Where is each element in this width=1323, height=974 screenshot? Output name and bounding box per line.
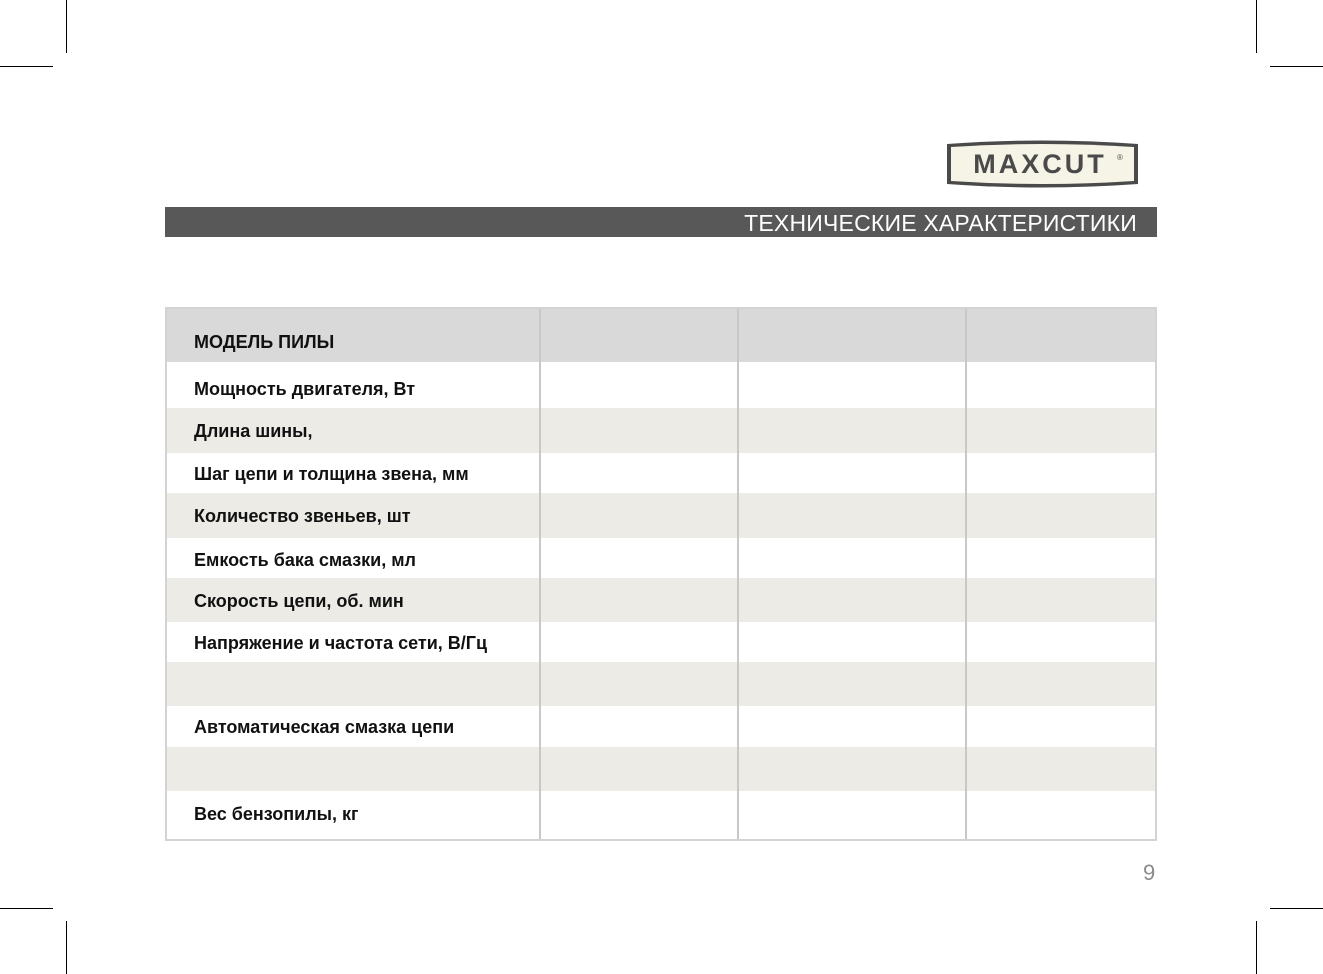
column-divider	[539, 309, 541, 839]
crop-mark-bl-v	[66, 921, 67, 974]
crop-mark-br-h	[1270, 908, 1323, 909]
row-label: Количество звеньев, шт	[194, 506, 411, 526]
table-row	[167, 791, 1155, 839]
crop-mark-br-v	[1256, 921, 1257, 974]
specs-table	[165, 307, 1157, 841]
table-row	[167, 578, 1155, 622]
table-row	[167, 662, 1155, 706]
column-divider	[737, 309, 739, 839]
table-row	[167, 493, 1155, 538]
row-label: Длина шины,	[194, 421, 313, 441]
crop-mark-bl-h	[0, 908, 53, 909]
table-row	[167, 622, 1155, 662]
table-row	[167, 747, 1155, 791]
crop-mark-tl-v	[66, 0, 67, 53]
row-label: Вес бензопилы, кг	[194, 804, 359, 824]
model-header-label: МОДЕЛЬ ПИЛЫ	[194, 332, 335, 352]
table-row	[167, 706, 1155, 747]
table-row	[167, 453, 1155, 493]
crop-mark-tr-v	[1256, 0, 1257, 53]
crop-mark-tr-h	[1270, 66, 1323, 67]
table-row	[167, 362, 1155, 408]
row-label: Скорость цепи, об. мин	[194, 591, 404, 611]
section-header-bar	[165, 207, 1157, 237]
column-divider	[965, 309, 967, 839]
logo-text: MAXCUT	[973, 149, 1107, 179]
maxcut-logo	[945, 140, 1140, 188]
page-number: 9	[1143, 860, 1156, 885]
registered-mark: ®	[1117, 153, 1123, 162]
table-header-row	[167, 309, 1155, 362]
table-row	[167, 408, 1155, 453]
row-label: Шаг цепи и толщина звена, мм	[194, 464, 469, 484]
row-label: Емкость бака смазки, мл	[194, 550, 416, 570]
crop-mark-tl-h	[0, 66, 53, 67]
table-row	[167, 538, 1155, 578]
row-label: Мощность двигателя, Вт	[194, 379, 416, 399]
row-label: Автоматическая смазка цепи	[194, 717, 455, 737]
section-title: ТЕХНИЧЕСКИЕ ХАРАКТЕРИСТИКИ	[744, 210, 1137, 236]
row-label: Напряжение и частота сети, В/Гц	[194, 633, 488, 653]
